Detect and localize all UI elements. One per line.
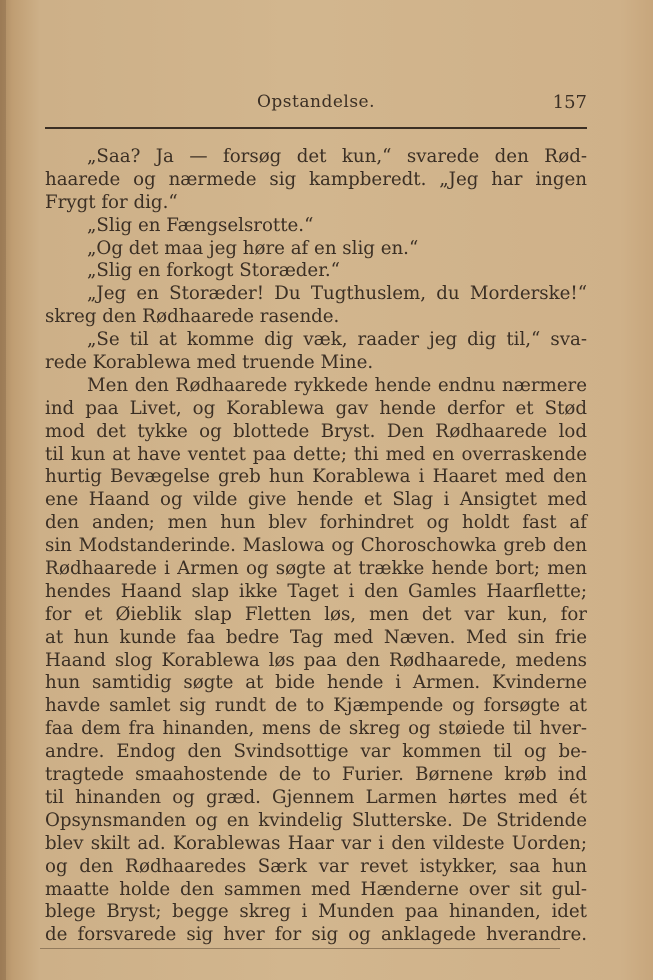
text-line: rede Korablewa med truende Mine. (45, 352, 374, 374)
text-line: Rødhaarede i Armen og søgte at trække hende bort; men (45, 558, 587, 580)
page-body-text (45, 146, 587, 947)
text-line: at hun kunde faa bedre Tag med Næven. Med sin frie (45, 626, 587, 648)
page-number: 157 (552, 92, 587, 113)
text-line: andre. Endog den Svindsottige var kommen til og be- (45, 741, 587, 763)
text-line: „Jeg en Storæder! Du Tugthuslem, du Morderske!“ (87, 283, 587, 305)
text-line: maatte holde den sammen med Hænderne over sit gul- (45, 878, 587, 900)
text-line: til hinanden og græd. Gjennem Larmen hørtes med ét (45, 786, 587, 808)
text-line: hendes Haand slap ikke Taget i den Gamles Haarflette; (45, 580, 587, 602)
text-line: hurtig Bevægelse greb hun Korablewa i Haaret med den (45, 466, 587, 488)
text-line: blege Bryst; begge skreg i Munden paa hinanden, idet (45, 901, 587, 923)
text-line: Haand slog Korablewa løs paa den Rødhaarede, medens (45, 649, 587, 671)
text-line: Men den Rødhaarede rykkede hende endnu nærmere (87, 374, 587, 396)
text-line: „Og det maa jeg høre af en slig en.“ (87, 237, 419, 259)
page-edge-shadow (0, 0, 6, 980)
text-line: Frygt for dig.“ (45, 191, 178, 213)
text-line: „Se til at komme dig væk, raader jeg dig til,“ sva- (87, 329, 587, 351)
text-line: mod det tykke og blottede Bryst. Den Rødhaarede lod (45, 420, 587, 442)
footer-rule (40, 948, 560, 949)
text-line: „Saa? Ja — forsøg det kun,“ svarede den Rød- (87, 146, 587, 167)
text-line: den anden; men hun blev forhindret og holdt fast af (45, 512, 587, 534)
text-line: ind paa Livet, og Korablewa gav hende derfor et Stød (45, 397, 587, 419)
text-line: haarede og nærmede sig kampberedt. „Jeg har ingen (45, 168, 587, 190)
text-line: til kun at have ventet paa dette; thi med en overraskende (45, 443, 587, 465)
text-line: faa dem fra hinanden, mens de skreg og støiede til hver- (45, 718, 587, 740)
page-header (45, 92, 587, 122)
text-line: blev skilt ad. Korablewas Haar var i den vildeste Uorden; (45, 832, 587, 854)
header-rule (45, 127, 587, 129)
text-line: og den Rødhaaredes Særk var revet istykker, saa hun (45, 855, 587, 877)
text-line: skreg den Rødhaarede rasende. (45, 306, 340, 328)
running-title: Opstandelse. (256, 92, 376, 112)
text-line: for et Øieblik slap Fletten løs, men det var kun, for (45, 603, 587, 625)
text-line: tragtede smaahostende de to Furier. Børnene krøb ind (45, 764, 587, 786)
text-line: de forsvarede sig hver for sig og anklagede hverandre. (45, 924, 587, 946)
text-line: sin Modstanderinde. Maslowa og Choroschowka greb den (45, 535, 587, 557)
text-line: havde samlet sig rundt de to Kjæmpende og forsøgte at (45, 695, 587, 717)
text-line: „Slig en forkogt Storæder.“ (87, 260, 340, 282)
text-line: „Slig en Fængselsrotte.“ (87, 214, 314, 236)
text-line: ene Haand og vilde give hende et Slag i Ansigtet med (45, 489, 587, 511)
text-line: hun samtidig søgte at bide hende i Armen. Kvinderne (45, 672, 587, 694)
text-line: Opsynsmanden og en kvindelig Slutterske. De Stridende (45, 809, 587, 831)
